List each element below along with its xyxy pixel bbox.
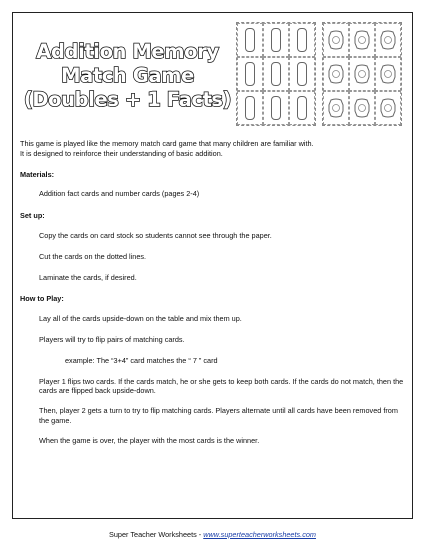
card-back-icon bbox=[326, 29, 346, 51]
intro-line-2: It is designed to reinforce their understanding of basic addition. bbox=[20, 148, 223, 158]
card-face-icon bbox=[297, 28, 307, 52]
intro-paragraph bbox=[20, 139, 410, 159]
play-step-2: Players will try to flip pairs of matching cards. bbox=[39, 334, 185, 344]
card-back-icon bbox=[352, 29, 372, 51]
card-back-icon bbox=[378, 63, 398, 85]
card-back-icon bbox=[326, 97, 346, 119]
card-back-icon bbox=[352, 97, 372, 119]
play-step-1: Lay all of the cards upside-down on the table and mix them up. bbox=[39, 314, 242, 324]
materials-heading: Materials: bbox=[20, 169, 55, 179]
setup-heading: Set up: bbox=[20, 211, 45, 221]
card-face-icon bbox=[271, 96, 281, 120]
play-step-5: When the game is over, the player with the most cards is the winner. bbox=[39, 435, 260, 445]
title-line-2: Match Game bbox=[61, 64, 194, 87]
card-back-icon bbox=[326, 63, 346, 85]
play-step-4: Then, player 2 gets a turn to try to flip matching cards. Players alternate until all cards have been removed from the game. bbox=[39, 406, 398, 425]
card-illustration-backs bbox=[322, 22, 402, 126]
card-face-icon bbox=[245, 28, 255, 52]
card-illustration-fronts bbox=[236, 22, 316, 126]
setup-item-1: Copy the cards on card stock so students cannot see through the paper. bbox=[39, 230, 272, 240]
intro-line-1: This game is played like the memory match card game that many children are familiar with. bbox=[20, 139, 314, 148]
setup-item-3: Laminate the cards, if desired. bbox=[39, 272, 137, 282]
card-face-icon bbox=[245, 62, 255, 86]
card-face-icon bbox=[297, 62, 307, 86]
play-example: example: The “3+4” card matches the “ 7 ” card bbox=[65, 355, 218, 365]
card-back-icon bbox=[378, 29, 398, 51]
title-line-3: (Doubles + 1 Facts) bbox=[23, 88, 232, 111]
setup-item-2: Cut the cards on the dotted lines. bbox=[39, 251, 147, 261]
page-title bbox=[20, 40, 235, 112]
play-step-3: Player 1 flips two cards. If the cards match, he or she gets to keep both cards. If the cards do not match, then the cards are flipped back upside-down. bbox=[39, 376, 404, 396]
card-face-icon bbox=[271, 28, 281, 52]
card-back-icon bbox=[352, 63, 372, 85]
card-face-icon bbox=[297, 96, 307, 120]
footer-text: Super Teacher Worksheets - bbox=[109, 530, 204, 539]
footer-website-link[interactable]: www.superteacherworksheets.com bbox=[203, 530, 316, 539]
card-face-icon bbox=[245, 96, 255, 120]
title-line-1: Addition Memory bbox=[36, 40, 219, 63]
how-to-play-heading: How to Play: bbox=[20, 294, 64, 304]
card-face-icon bbox=[271, 62, 281, 86]
instructions-body bbox=[20, 139, 410, 455]
card-back-icon bbox=[378, 97, 398, 119]
page-footer bbox=[0, 530, 425, 539]
materials-text: Addition fact cards and number cards (pages 2-4) bbox=[39, 189, 200, 199]
